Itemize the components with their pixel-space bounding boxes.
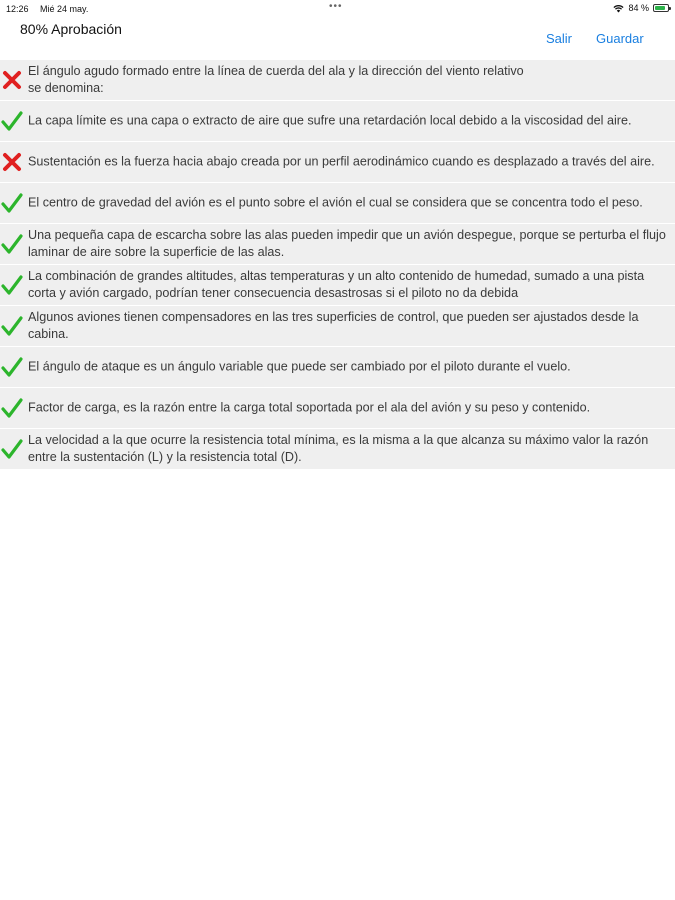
battery-percentage: 84 % [628,3,649,13]
check-icon [1,233,23,255]
exit-button[interactable]: Salir [546,31,573,46]
result-row[interactable] [0,101,675,142]
result-question-text: Factor de carga, es la razón entre la carga total soportada por el ala del avión y su peso y contenido. [28,400,591,415]
result-question-text: El centro de gravedad del avión es el punto sobre el avión el cual se considera que se concentra todo el peso. [28,195,643,210]
check-icon [1,315,23,337]
status-bar [0,0,675,18]
result-row[interactable] [0,183,675,224]
result-question-text: El ángulo de ataque es un ángulo variable que puede ser cambiado por el piloto durante el vuelo. [28,359,571,374]
save-button[interactable]: Guardar [596,31,644,46]
cross-icon [1,69,23,91]
page-title: 80% Aprobación [20,21,122,37]
battery-icon [653,4,669,12]
result-question-text: La capa límite es una capa o extracto de aire que sufre una retardación local debido a la viscosidad del aire. [28,113,632,128]
result-question-text: La combinación de grandes altitudes, altas temperaturas y un alto contenido de humedad, sumado a una pista corta y avión cargado, podrían tener consecuencia desastrosas si el piloto no da debida [28,269,645,300]
multitasking-dots-icon[interactable]: ••• [329,1,343,12]
status-indicators [613,3,669,13]
result-row[interactable] [0,60,675,101]
status-date: Mié 24 may. [40,4,89,14]
results-list [0,60,675,470]
result-row[interactable] [0,347,675,388]
result-row[interactable] [0,429,675,470]
result-question-text: Algunos aviones tienen compensadores en las tres superficies de control, que pueden ser ajustados desde la cabina. [28,310,639,341]
check-icon [1,192,23,214]
result-question-text: La velocidad a la que ocurre la resistencia total mínima, es la misma a la que alcanza su máximo valor la razón entre la sustentación (L) y la resistencia total (D). [28,433,649,464]
result-row[interactable] [0,306,675,347]
result-row[interactable] [0,142,675,183]
result-row[interactable] [0,265,675,306]
check-icon [1,438,23,460]
battery-level-fill [655,6,665,10]
check-icon [1,356,23,378]
navigation-bar [0,18,675,58]
check-icon [1,110,23,132]
check-icon [1,274,23,296]
check-icon [1,397,23,419]
result-question-text: Sustentación es la fuerza hacia abajo creada por un perfil aerodinámico cuando es desplazado a través del aire. [28,154,655,169]
result-question-text: El ángulo agudo formado entre la línea de cuerda del ala y la dirección del viento relativo se denomina: [28,64,524,95]
result-question-text: Una pequeña capa de escarcha sobre las alas pueden impedir que un avión despegue, porque se perturba el flujo laminar de aire sobre la superficie de las alas. [28,228,666,259]
cross-icon [1,151,23,173]
result-row[interactable] [0,224,675,265]
result-row[interactable] [0,388,675,429]
status-time: 12:26 [6,4,29,14]
wifi-icon [613,4,624,13]
